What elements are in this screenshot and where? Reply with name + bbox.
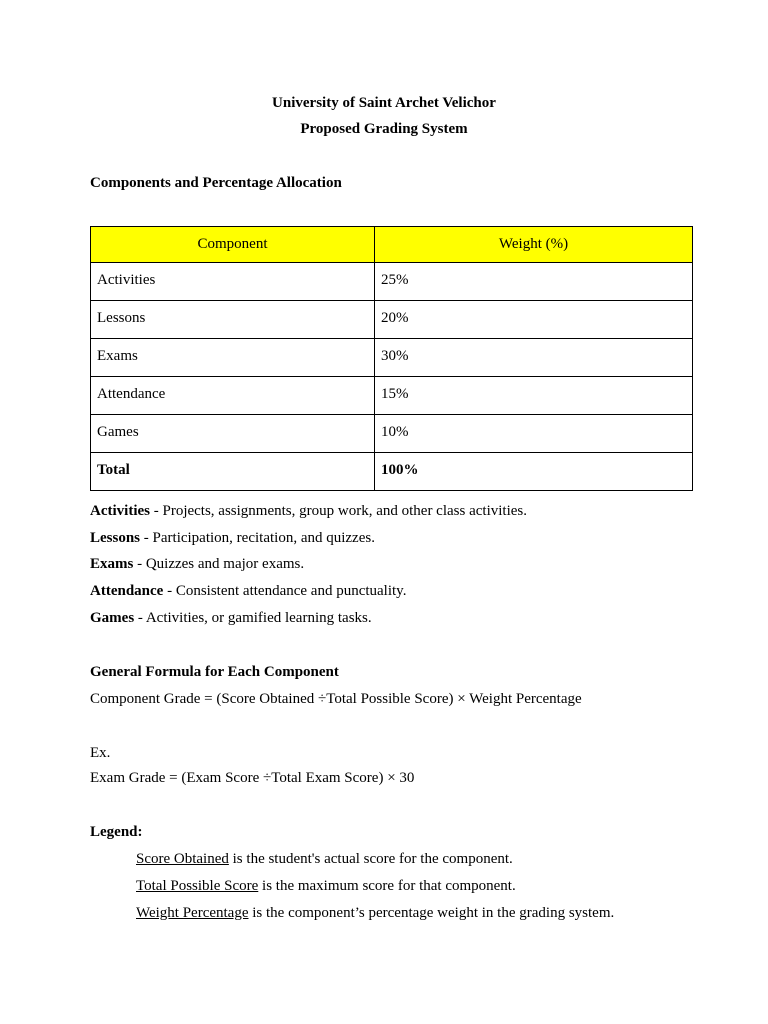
legend-text: is the student's actual score for the component. xyxy=(228,851,513,867)
total-label-cell: Total xyxy=(91,453,375,491)
component-cell: Games xyxy=(91,415,375,453)
example-formula: Exam Grade = (Exam Score ÷Total Exam Score) × 30 xyxy=(90,770,415,786)
university-title: University of Saint Archet Velichor xyxy=(272,95,496,111)
description-text: - Activities, or gamified learning tasks. xyxy=(134,610,372,626)
table-header-row xyxy=(91,227,693,263)
example-label: Ex. xyxy=(90,745,111,761)
table-row xyxy=(91,377,693,415)
component-cell: Exams xyxy=(91,339,375,377)
legend-term: Weight Percentage xyxy=(136,905,249,921)
table-row xyxy=(91,263,693,301)
column-header-weight: Weight (%) xyxy=(375,227,693,263)
component-cell: Attendance xyxy=(91,377,375,415)
legend-term: Total Possible Score xyxy=(136,878,259,894)
description-exams xyxy=(90,555,304,573)
description-activities xyxy=(90,502,527,520)
legend-text: is the component’s percentage weight in the grading system. xyxy=(248,905,615,921)
weight-cell: 30% xyxy=(375,339,693,377)
formula-heading: General Formula for Each Component xyxy=(90,664,339,680)
description-games xyxy=(90,609,372,627)
legend-text: is the maximum score for that component. xyxy=(258,878,516,894)
weight-cell: 10% xyxy=(375,415,693,453)
table-total-row xyxy=(91,453,693,491)
weight-cell: 25% xyxy=(375,263,693,301)
component-cell: Lessons xyxy=(91,301,375,339)
description-term: Attendance xyxy=(90,583,164,599)
general-formula: Component Grade = (Score Obtained ÷Total Possible Score) × Weight Percentage xyxy=(90,691,582,707)
total-weight-cell: 100% xyxy=(375,453,693,491)
column-header-component: Component xyxy=(91,227,375,263)
components-heading: Components and Percentage Allocation xyxy=(90,175,342,191)
legend-term: Score Obtained xyxy=(136,851,229,867)
legend-item-total-possible-score xyxy=(136,877,516,895)
description-attendance xyxy=(90,582,406,600)
component-cell: Activities xyxy=(91,263,375,301)
description-term: Games xyxy=(90,610,135,626)
weight-cell: 20% xyxy=(375,301,693,339)
description-text: - Participation, recitation, and quizzes. xyxy=(140,530,375,546)
description-term: Activities xyxy=(90,503,150,519)
description-term: Exams xyxy=(90,556,134,572)
legend-heading: Legend: xyxy=(90,824,143,840)
table-row xyxy=(91,339,693,377)
description-text: - Consistent attendance and punctuality. xyxy=(163,583,407,599)
legend-item-score-obtained xyxy=(136,850,513,868)
legend-item-weight-percentage xyxy=(136,904,614,922)
description-term: Lessons xyxy=(90,530,141,546)
table-row xyxy=(91,415,693,453)
grading-table xyxy=(90,226,693,491)
description-text: - Quizzes and major exams. xyxy=(133,556,305,572)
description-lessons xyxy=(90,529,375,547)
document-subtitle: Proposed Grading System xyxy=(300,121,468,137)
table-row xyxy=(91,301,693,339)
description-text: - Projects, assignments, group work, and other class activities. xyxy=(149,503,527,519)
weight-cell: 15% xyxy=(375,377,693,415)
